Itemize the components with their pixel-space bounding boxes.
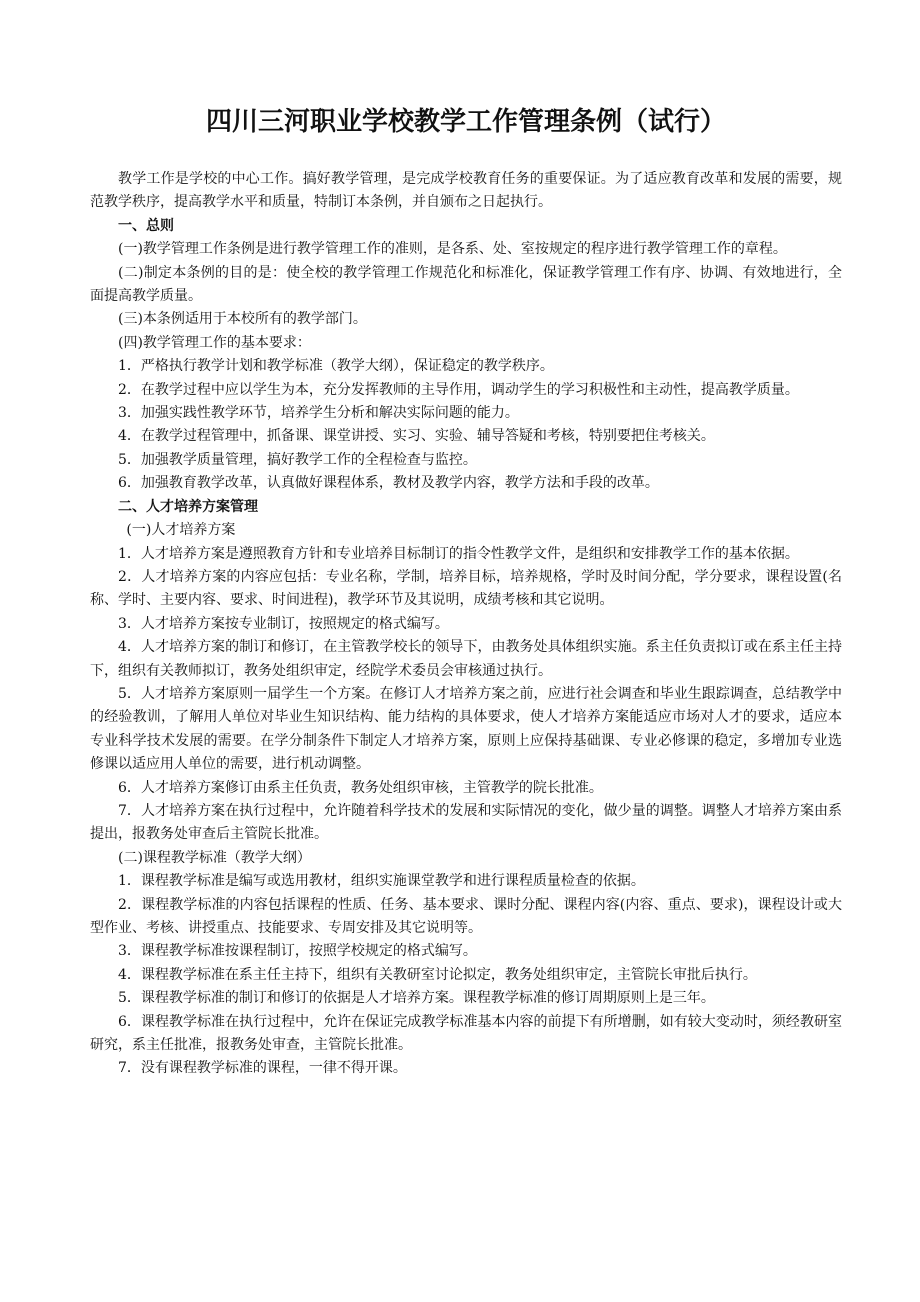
body-paragraph: 3．课程教学标准按课程制订，按照学校规定的格式编写。 [118,943,477,960]
body-paragraph: (四)教学管理工作的基本要求： [118,334,311,351]
body-paragraph: 2．在教学过程中应以学生为本，充分发挥教师的主导作用，调动学生的学习积极性和主动性，提高教学质量。 [118,381,799,398]
body-paragraph: (二)课程教学标准（教学大纲） [118,849,311,866]
body-paragraph: 2．课程教学标准的内容包括课程的性质、任务、基本要求、课时分配、课程内容(内容、重点、要求)，课程设计或大型作业、考核、讲授重点、技能要求、专周安排及其它说明等。 [90,896,842,936]
body-paragraph: 2．人才培养方案的内容应包括：专业名称，学制，培养目标，培养规格，学时及时间分配，学分要求，课程设置(名称、学时、主要内容、要求、时间进程)，教学环节及其说明，成绩考核和其它说明。 [90,568,842,609]
document-body [90,168,842,1081]
body-paragraph: (二)制定本条例的目的是：使全校的教学管理工作规范化和标准化，保证教学管理工作有序、协调、有效地进行，全面提高教学质量。 [90,264,842,305]
body-paragraph: (三)本条例适用于本校所有的教学部门。 [118,311,367,328]
body-paragraph: 4．课程教学标准在系主任主持下，组织有关教研室讨论拟定，教务处组织审定，主管院长审批后执行。 [118,966,757,983]
body-paragraph: 4．人才培养方案的制订和修订，在主管教学校长的领导下，由教务处具体组织实施。系主任负责拟订或在系主任主持下，组织有关教师拟订，教务处组织审定，经院学术委员会审核通过执行。 [90,639,842,679]
document-page [90,98,842,1081]
body-paragraph: 5．加强教学质量管理，搞好教学工作的全程检查与监控。 [118,451,477,468]
body-paragraph: 1．课程教学标准是编写或选用教材，组织实施课堂教学和进行课程质量检查的依据。 [118,873,645,890]
body-paragraph: 1．人才培养方案是遵照教育方针和专业培养目标制订的指令性教学文件，是组织和安排教学工作的基本依据。 [118,545,799,562]
document-title: 四川三河职业学校教学工作管理条例（试行） [205,107,726,137]
section-heading: 一、总则 [118,217,174,234]
subsection-heading: (一)人才培养方案 [126,522,236,539]
body-paragraph: 6．课程教学标准在执行过程中，允许在保证完成教学标准基本内容的前提下有所增删，如有较大变动时，须经教研室研究，系主任批准，报教务处审查，主管院长批准。 [90,1013,842,1054]
body-paragraph: 3．人才培养方案按专业制订，按照规定的格式编写。 [118,615,449,632]
body-paragraph: (一)教学管理工作条例是进行教学管理工作的准则，是各系、处、室按规定的程序进行教学管理工作的章程。 [118,241,787,258]
body-paragraph: 7．人才培养方案在执行过程中，允许随着科学技术的发展和实际情况的变化，做少量的调整。调整人才培养方案由系提出，报教务处审查后主管院长批准。 [90,802,842,843]
body-paragraph: 7．没有课程教学标准的课程，一律不得开课。 [118,1060,407,1077]
body-paragraph: 4．在教学过程管理中，抓备课、课堂讲授、实习、实验、辅导答疑和考核，特别要把住考核关。 [118,428,715,445]
body-paragraph: 6．加强教育教学改革，认真做好课程体系，教材及教学内容，教学方法和手段的改革。 [118,475,659,492]
body-paragraph: 教学工作是学校的中心工作。搞好教学管理，是完成学校教育任务的重要保证。为了适应教育改革和发展的需要，规范教学秩序，提高教学水平和质量，特制订本条例，并自颁布之日起执行。 [90,171,842,211]
body-paragraph: 1．严格执行教学计划和教学标准（教学大纲），保证稳定的教学秩序。 [118,358,554,375]
body-paragraph: 3．加强实践性教学环节，培养学生分析和解决实际问题的能力。 [118,405,519,422]
body-paragraph: 5．课程教学标准的制订和修订的依据是人才培养方案。课程教学标准的修订周期原则上是三年。 [118,990,715,1007]
body-paragraph: 6．人才培养方案修订由系主任负责，教务处组织审核，主管教学的院长批准。 [118,779,603,796]
section-heading: 二、人才培养方案管理 [118,498,258,515]
body-paragraph: 5．人才培养方案原则一届学生一个方案。在修订人才培养方案之前，应进行社会调查和毕业生跟踪调查，总结教学中的经验教训，了解用人单位对毕业生知识结构、能力结构的具体要求，使人才培养方案能适应市场对人才的要求，适应本专业科学技术发展的需要。在学分制条件下制定人才培养方案，原则上应保持基础课、专业必修课的稳定，多增加专业选修课以适应用人单位的需要，进行机动调整。 [90,685,842,773]
